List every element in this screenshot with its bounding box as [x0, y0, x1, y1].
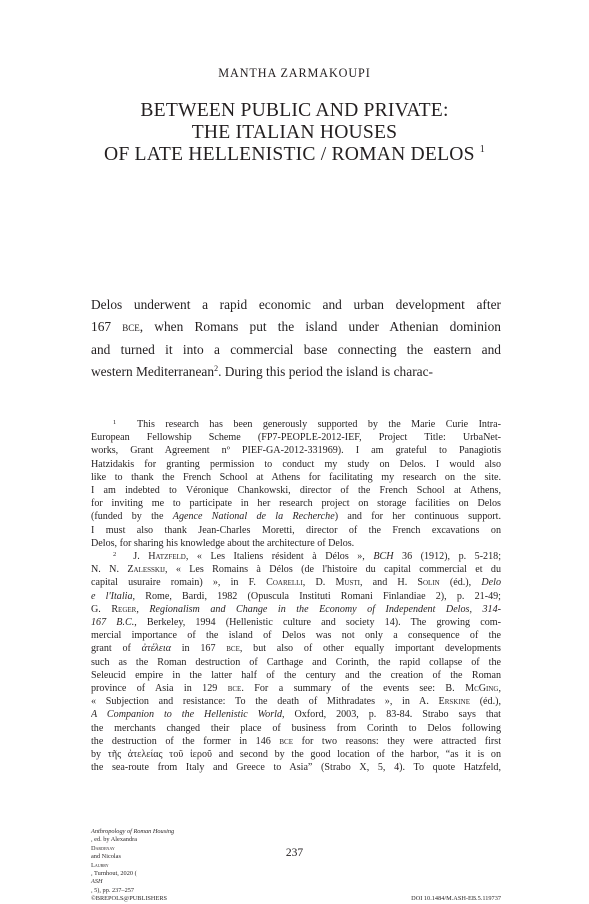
greek-term: τῆς ἀτελείας τοῦ ἱεροῦ — [107, 749, 212, 761]
era-abbreviation: bce — [122, 319, 140, 335]
footnote-2-line — [91, 576, 501, 589]
body-paragraph — [91, 294, 501, 383]
footnote-text-run: (éd.), — [439, 577, 482, 589]
footnote-text-run: , « Les Romains à Délos (de l'histoire du capital commercial et du — [165, 564, 501, 576]
footnote-2-line: mercial importance of the island of Delos was not only a consequence of the — [91, 630, 501, 642]
footnote-2-line — [91, 642, 501, 655]
author-surname: Solin — [417, 577, 440, 589]
footer-text-run: and Nicolas — [91, 853, 121, 861]
italic-reference: e l'Italia — [91, 590, 133, 602]
editor-surname: Dardenay — [91, 844, 115, 852]
italic-reference: Regionalism and Change in the Economy of Independent Delos, 314- — [149, 603, 501, 615]
body-line: Delos underwent a rapid economic and urban development after — [91, 297, 501, 312]
footnote-2-line — [91, 603, 501, 616]
footnote-1-line: Delos, for sharing his knowledge about the architecture of Delos. — [91, 537, 355, 549]
body-text-run: , when Romans put the island under Athenian dominion — [139, 319, 501, 335]
footnote-text-run: , Rome, Bardi, 1982 (Opuscula Instituti Romani Finlandiae 2), p. 21-49; — [132, 590, 501, 602]
footnote-ref-2[interactable]: 2 — [214, 363, 219, 373]
footnote-2-line: the sea-route from Italy and Greece to Asia” (Strabo X, 5, 4). To quote Hatzfeld, — [91, 762, 501, 774]
footnote-text-run: , but also of other equally important developments — [239, 643, 501, 655]
italic-reference: Delo — [481, 577, 501, 589]
footnote-2-line — [91, 563, 501, 576]
italic-reference: 167 B.C. — [91, 617, 135, 629]
footnote-1-line: like to thank the French School at Athens for facilitating my research on the site. — [91, 471, 501, 483]
footnotes-section — [91, 418, 501, 774]
title-line-3 — [60, 144, 529, 166]
body-text-run: 167 — [91, 319, 123, 335]
era-abbreviation: bce — [227, 683, 242, 695]
copyright-line — [91, 895, 501, 903]
footnote-text-run: 36 (1912), p. 5-218; — [393, 551, 501, 563]
series-abbreviation: ASH — [91, 878, 103, 886]
title-line-1: BETWEEN PUBLIC AND PRIVATE: — [140, 100, 449, 121]
footnote-2-line — [91, 616, 501, 629]
title-line-2: THE ITALIAN HOUSES — [191, 122, 398, 143]
citation-text — [91, 828, 174, 895]
title-footnote-ref[interactable]: 1 — [479, 144, 485, 155]
italic-reference: BCH — [373, 551, 394, 563]
footer-text-run: , Turnhout, 2020 ( — [91, 870, 137, 878]
footnote-text-run: ) and for her continuous support. — [334, 511, 501, 523]
era-abbreviation: bce — [279, 735, 294, 747]
citation-line — [91, 828, 501, 895]
footnote-text-run: , D. — [302, 577, 336, 589]
editor-surname: Laubry — [91, 861, 109, 869]
footnote-text-run: (éd.), — [470, 696, 501, 708]
footnote-2-line — [91, 590, 501, 603]
footnote-text-run: J. — [133, 551, 149, 563]
footnote-2-number: 2 — [113, 551, 117, 559]
footnote-1-line: for inviting me to participate in her research project on storage facilities on Delos — [91, 498, 501, 510]
copyright-text: ©BREPOLS@PUBLISHERS — [91, 895, 168, 903]
author-name: MANTHA ZARMAKOUPI — [218, 66, 371, 80]
body-line — [91, 361, 501, 383]
footnote-text-run: « Subjection and resistance: To the death of Mithradates », in A. — [91, 696, 439, 708]
footnote-2-line — [91, 695, 501, 708]
footnote-2-line — [91, 748, 501, 761]
footnote-text-run: G. — [91, 603, 112, 615]
page-number: 237 — [285, 847, 304, 859]
footnote-text-run: the destruction of the former in 146 — [91, 735, 280, 747]
greek-term: ἀτέλεια — [141, 643, 171, 655]
footnote-text-run: N. N. — [91, 564, 128, 576]
title-line-3-text: OF LATE HELLENISTIC / ROMAN DELOS — [103, 144, 475, 165]
footnote-1-line: European Fellowship Scheme (FP7-PEOPLE-2012-IEF, Project Title: UrbaNet- — [91, 432, 501, 444]
footer-text-run: , ed. by Alexandra — [91, 836, 137, 844]
doi-text[interactable]: DOI 10.1484/M.ASH-EB.5.119737 — [411, 895, 501, 903]
footer-text-run: , 5), pp. 237–257 — [91, 886, 135, 894]
footnote-2-line — [91, 550, 501, 563]
author-surname: Hatzfeld — [148, 551, 186, 563]
footnote-1-line: I am indebted to Véronique Chankowski, director of the French School at Athens, — [91, 485, 501, 497]
footnote-text-run: by — [91, 749, 108, 761]
italic-reference: A Companion to the Hellenistic World — [91, 709, 282, 721]
footnote-text-run: capital usuraire romain) », in F. — [91, 577, 267, 589]
footnote-text-run: , Oxford, 2003, p. 83-84. Strabo says that — [282, 709, 501, 721]
era-abbreviation: bce — [226, 643, 240, 655]
page-footer — [91, 828, 501, 904]
footnote-text-run: This research has been generously supported by the Marie Curie Intra- — [136, 419, 501, 430]
footnote-1-line: Hatzidakis for granting permission to conduct my study on Delos. I would also — [91, 458, 501, 470]
author-surname: Reger — [111, 603, 137, 615]
author-surname: Musti — [335, 577, 360, 589]
chapter-title — [60, 100, 529, 166]
footnote-text-run: province of Asia in 129 — [91, 683, 228, 695]
footnote-text-run: in 167 — [171, 643, 227, 655]
footnote-text-run: , — [498, 683, 501, 695]
footnote-2-line — [91, 735, 501, 748]
footnote-text-run: (funded by the — [91, 511, 173, 523]
footnote-text-run: , and H. — [359, 577, 418, 589]
footnote-text-run: for two reasons: they were attracted first — [293, 735, 501, 747]
body-line: and turned it into a commercial base connecting the eastern and — [91, 341, 501, 357]
footnote-1-line — [91, 510, 501, 523]
footnote-2-line — [91, 682, 501, 695]
footnote-1-line: works, Grant Agreement nº PIEF-GA-2012-331969). I am grateful to Panagiotis — [91, 445, 501, 457]
italic-reference: Agence National de la Recherche — [172, 511, 335, 523]
footnote-1-line: I must also thank Jean-Charles Moretti, director of the French excavations on — [91, 524, 501, 536]
body-text-run: western Mediterranean — [91, 363, 215, 379]
footnote-2-line: the merchants changed their place of business from Corinth to Delos following — [91, 722, 501, 734]
footnote-1-line — [91, 418, 501, 431]
body-text-run: . During this period the island is charac- — [218, 363, 433, 379]
author-surname: Erskine — [438, 696, 470, 708]
body-line — [91, 316, 501, 338]
footnote-1-number: 1 — [113, 419, 117, 426]
footnote-text-run: , « Les Italiens résident à Délos », — [185, 551, 374, 563]
footnote-2-line: Seleucid empire in the latter half of the century and the creation of the Roman — [91, 669, 501, 681]
book-title: Anthropology of Roman Housing — [91, 828, 175, 835]
author-surname: McGing — [465, 683, 499, 695]
footnote-text-run: , — [136, 603, 150, 615]
footnote-2-line: such as the Roman destruction of Carthage and Corinth, the rapid collapse of the — [91, 656, 501, 668]
footnote-text-run: grant of — [91, 643, 142, 655]
footnote-2-line — [91, 708, 501, 721]
footnote-text-run: and second by the good location of the harbor, “as it is on — [212, 749, 501, 761]
author-surname: Coarelli — [266, 577, 303, 589]
author-surname: Zalesskij — [127, 564, 165, 576]
footnote-text-run: . For a summary of the events see: B. — [241, 683, 466, 695]
footnote-text-run: , Berkeley, 1994 (Hellenistic culture and society 14). The growing com- — [134, 617, 501, 629]
